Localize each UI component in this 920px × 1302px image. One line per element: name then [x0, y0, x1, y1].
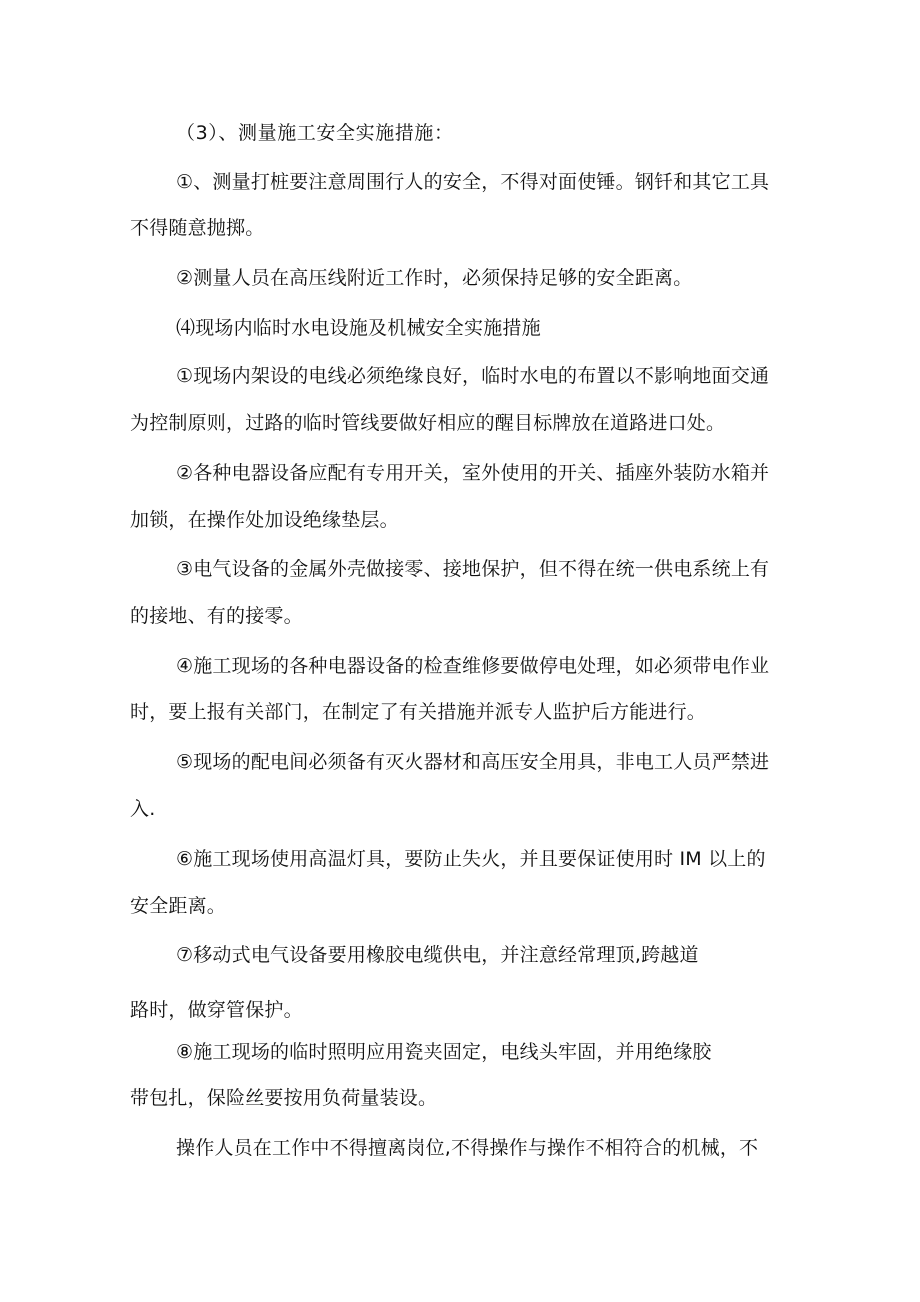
electrical-item-6-line-1: ⑥施工现场使用高温灯具，要防止失火，并且要保证使用时 IM 以上的	[176, 848, 766, 870]
survey-item-1-line-2: 不得随意抛掷。	[130, 217, 265, 239]
electrical-item-5-line-1: ⑤现场的配电间必须备有灭火器材和高压安全用具，非电工人员严禁进	[176, 751, 770, 773]
electrical-item-4-line-1: ④施工现场的各种电器设备的检查维修要做停电处理，如必须带电作业	[176, 655, 770, 677]
section-heading-3: （3）、测量施工安全实施措施：	[176, 122, 454, 144]
electrical-item-4-line-2: 时，要上报有关部门，在制定了有关措施并派专人监护后方能进行。	[130, 701, 707, 723]
closing-paragraph-line-1: 操作人员在工作中不得擅离岗位,不得操作与操作不相符合的机械，不	[176, 1137, 759, 1159]
electrical-item-2-line-2: 加锁，在操作处加设绝缘垫层。	[130, 509, 399, 531]
electrical-item-8-line-1: ⑧施工现场的临时照明应用瓷夹固定，电线头牢固，并用绝缘胶	[176, 1041, 712, 1063]
survey-item-2-line-1: ②测量人员在高压线附近工作时，必须保持足够的安全距离。	[176, 267, 693, 289]
electrical-item-1-line-1: ①现场内架设的电线必须绝缘良好，临时水电的布置以不影响地面交通	[176, 365, 770, 387]
electrical-item-5-line-2: 入.	[130, 798, 156, 820]
electrical-item-3-line-1: ③电气设备的金属外壳做接零、接地保护，但不得在统一供电系统上有	[176, 558, 770, 580]
electrical-item-1-line-2: 为控制原则，过路的临时管线要做好相应的醒目标牌放在道路进口处。	[130, 412, 726, 434]
electrical-item-2-line-1: ②各种电器设备应配有专用开关，室外使用的开关、插座外装防水箱并	[176, 462, 770, 484]
section-heading-4: ⑷现场内临时水电设施及机械安全实施措施	[176, 317, 541, 339]
survey-item-1-line-1: ①、测量打桩要注意周围行人的安全，不得对面使锤。钢钎和其它工具	[176, 171, 770, 193]
electrical-item-6-line-2: 安全距离。	[130, 895, 227, 917]
electrical-item-7-line-2: 路时，做穿管保护。	[130, 999, 303, 1021]
electrical-item-8-line-2: 带包扎，保险丝要按用负荷量装设。	[130, 1087, 438, 1109]
electrical-item-3-line-2: 的接地、有的接零。	[130, 605, 303, 627]
electrical-item-7-line-1: ⑦移动式电气设备要用橡胶电缆供电，并注意经常理顶,跨越道	[176, 944, 699, 966]
